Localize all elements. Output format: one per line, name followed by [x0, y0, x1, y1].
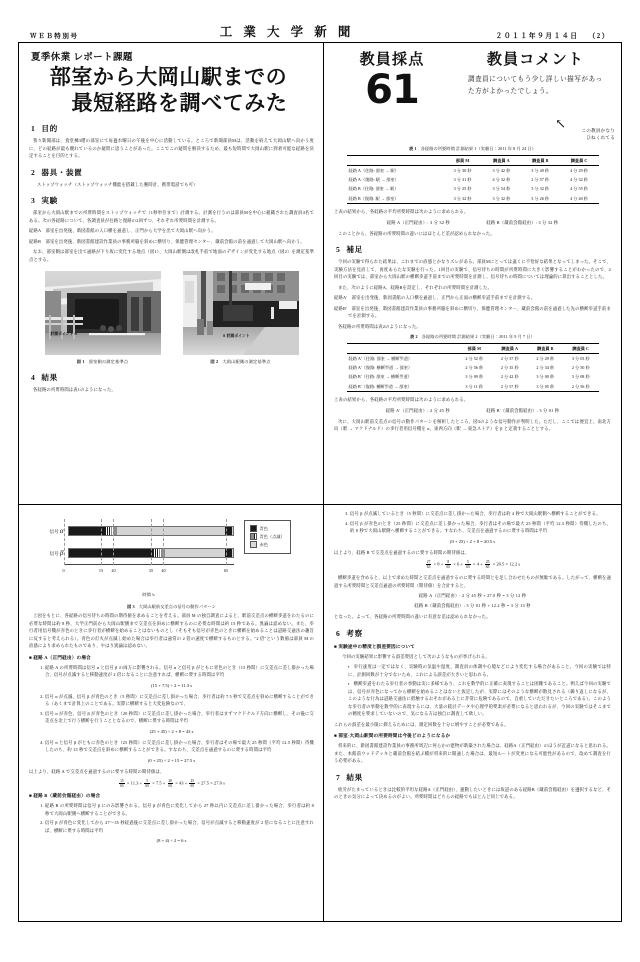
- photo-row: [29, 271, 314, 365]
- table-2-row-3-v2: 3 分 05 秒: [527, 382, 563, 392]
- section-6-heading: [336, 628, 611, 639]
- section-5-paragraph-1: 今回の実験で得られた結果は、これまでの直感とかなりズレがある。部員Mにとっては遠くに不恰好な結果となってしまった。そこで、実験方法を見直して、再度あらたな実験を行った。1回目の実験で、信号待ちの時間が所要時間に大きく影響することがわかったので、2回目の実験では、部室から大岡山駅の横断歩道手前までの所要時間を計測し、信号待ちの時間については理論的に算出することとした。: [334, 259, 611, 280]
- table-2-row-0-label: 経路 A'（往路: 部室 → 横断歩道）: [348, 356, 413, 362]
- photo-1-measurement-marker: 計測ポイント ➡: [50, 332, 78, 337]
- chart-category-label-beta: 信号 β: [49, 549, 64, 557]
- table-1-row-1-v0: 3 分 31 秒: [453, 177, 472, 183]
- table-1-row-0-label: 経路 A（往路: 部室 → 駅）: [348, 167, 399, 173]
- table-row: [347, 185, 599, 194]
- table-2-caption-text: 各経路の所要時間 計測結果 2（実験日：2011 年 9 月 7 日）: [421, 334, 535, 340]
- route-a-total-formula: $\frac{15}{65}$ × 11.3 + $\frac{5}{65}$ × 7.5 + $\frac{20}{65}$ × 43 + $\frac{25}{65}$ × 27.5 = 27.0 s: [120, 779, 225, 789]
- table-1-row-2-label: 経路 B（往路: 部室 → 駅）: [348, 186, 399, 192]
- photo-1-caption-text: 部室側の測定基準点: [88, 359, 129, 365]
- list-item: 3. 信号 β が点滅しているとき（5 秒間）に交差点に差し掛かった場合、歩行者は約 4 秒で大岡山駅側へ横断することができる。: [350, 510, 611, 518]
- legend-item-1: [250, 533, 285, 541]
- table-1: [347, 155, 599, 204]
- route-b-formula-2: (0 + 25) ÷ 2 + 8 = 20.5 s: [450, 538, 495, 544]
- table-1-averages: [334, 220, 611, 226]
- section-3-route-a: 経路A 部室を出発後、新図書館の入口横を通過し、正門から大学を出て大岡山駅へ向かう。: [29, 228, 216, 234]
- table-1-row-1-v2: 2 分 57 秒: [531, 177, 550, 183]
- frac-b-3: $\frac{25}{65}$: [485, 560, 490, 570]
- table-2-col-0: [347, 344, 457, 354]
- final-result-b: [334, 603, 611, 609]
- table-2-col-3: 調査員 B: [527, 344, 563, 354]
- table-2-row-0-v1: 2 分 37 秒: [500, 356, 519, 362]
- section-1-title: 目的: [41, 124, 58, 134]
- chart-seg-alpha-blue: [69, 527, 105, 535]
- frac-b-1: $\frac{8}{65}$: [446, 560, 451, 570]
- table-1-row-2-v2: 3 分 32 秒: [531, 186, 550, 192]
- table-2-avg-a-label: 経路 A'（正門経由）:: [385, 407, 429, 413]
- table-1-caption-text: 各経路の所要時間 計測結果 1（実験日：2011 年 8 月 24 日）: [420, 146, 537, 152]
- table-1-avg-a-value: 3 分 32 秒: [429, 219, 450, 225]
- frac-a-1: $\frac{5}{65}$: [145, 779, 149, 789]
- table-2-row-1-label: 経路 A'（復路: 横断歩道 → 部室）: [348, 365, 413, 371]
- legend-label-2: 赤色: [259, 541, 268, 547]
- table-1-row-0-v2: 3 分 40 秒: [531, 167, 550, 173]
- table-2-caption: [334, 334, 611, 340]
- legend-swatch-blue-icon: [250, 525, 257, 532]
- chart-bar-row-beta: [38, 542, 234, 564]
- section-6-number: 6: [336, 628, 341, 638]
- section-3-number: 3: [31, 196, 36, 206]
- masthead-date-page: [496, 30, 610, 40]
- photo-2-graphic: [183, 271, 299, 355]
- legend-item-2: [250, 541, 285, 549]
- frame-bottom: [19, 505, 621, 921]
- section-3-heading: [31, 195, 314, 206]
- top-left-column: [19, 43, 324, 504]
- headline-line-2: 最短経路を調べてみた: [71, 90, 288, 115]
- section-5-heading: [336, 244, 611, 255]
- list-item: 2. 信号 β が青色に変化してから 27〜35 秒経過後に交差点に差し掛かった場合、信号が点滅すると移動速度が 2 倍になることに注意すれば、横断に要する時間は平均: [45, 819, 314, 834]
- table-2-row-2-v2: 3 分 00 秒: [536, 374, 555, 380]
- section-5-route-b2: 経路B' 部室を出発後、新図書館建設作業員の事務所脇を斜めに横切り、保健管理センター、蔵前会館の前を通過した先の横断歩道手前までを計測する。: [334, 305, 611, 319]
- table-2-row-1-v1: 2 分 35 秒: [500, 365, 519, 371]
- table-row: [347, 176, 599, 185]
- chart-figure-title: 大岡山駅前交差点の信号の動作パターン: [138, 604, 216, 609]
- table-1-row-2-v3: 4 分 55 秒: [570, 186, 588, 192]
- final-b-value: 3 分 01 秒 + 12.2 秒 = 3 分 13 秒: [466, 603, 531, 609]
- table-row: [347, 364, 599, 373]
- table-2-row-0-v3: 3 分 03 秒: [571, 356, 590, 362]
- table-2-avg-a-value: 2 分 45 秒: [429, 407, 450, 413]
- table-1-avg-a-label: 経路 A（正門経由）:: [386, 219, 429, 225]
- table-2-row-2-v0: 3 分 09 秒: [465, 374, 484, 380]
- chart-seg-alpha-blink: [105, 527, 117, 535]
- section-5-number: 5: [336, 245, 341, 255]
- table-1-row-1-v3: 4 分 32 秒: [570, 177, 588, 183]
- table-1-col-3: 調査員 B: [521, 156, 560, 166]
- section-6-subheading-2: ■ 部室-大岡山駅間の所要時間は今後どのようになるか: [334, 733, 611, 739]
- table-2-caption-label: 表 2: [410, 334, 418, 340]
- photo-2-caption: [183, 359, 299, 365]
- section-3-note: なお、部室側は部室を出て通路が下り坂に変化する地点（図1）、大岡山駅側は改札手前で地面のデザインが変化する地点（図2）を測定基準点とする。: [29, 249, 314, 262]
- photo-1-caption: [45, 359, 161, 365]
- table-1-avg-b-value: 3 分 32 秒: [538, 219, 559, 225]
- list-item: 2. 信号 α が点滅、信号 β が青色のとき（5 秒間）に交差点に差し掛かった場合、歩行者は約 7.5 秒で交差点を斜めに横断することができる（あくまで計算上のことである。実際に横断すると大変危険なので、: [45, 693, 314, 708]
- section-5-title: 補足: [346, 245, 363, 255]
- route-b-total-formula: $\frac{27}{65}$ × 8 + $\frac{8}{65}$ × 6 + $\frac{5}{65}$ × 4 + $\frac{25}{65}$ × 20.5 = 12.2 s: [426, 560, 521, 570]
- table-2-row-2-v1: 2 分 42 秒: [500, 374, 519, 380]
- section-6-paragraph-2: これらの誤差を最小限に抑えるためには、測定回数を十分に増やすことが必要である。: [334, 721, 509, 727]
- route-a-analysis-heading: ■ 経路 A（正門経由）の場合: [29, 655, 314, 661]
- table-1-col-2: 調査員 A: [482, 156, 521, 166]
- legend-label-0: 青色: [259, 526, 268, 531]
- final-a-value: 2 分 45 秒 + 27.0 秒 = 3 分 12 秒: [462, 593, 527, 599]
- table-1-row-2-v1: 3 分 54 秒: [492, 186, 511, 192]
- section-3-title: 実験: [41, 196, 58, 206]
- list-item: 1. 経路 A の所要時間は信号 α と信号 β の両方に影響される。信号 α と信号 β がともに青色のとき（15 秒間）に交差点に差し掛かった場合、信号が点滅すると移動速度が 2 倍になることに注意すれば、横断に要する時間は平均: [45, 664, 314, 679]
- masthead-page-number: （2）: [588, 33, 610, 40]
- photo-clubroom-reference-point: [45, 271, 161, 355]
- table-2-header-row: [347, 344, 599, 354]
- table-1-row-3-v2: 3 分 26 秒: [521, 194, 560, 204]
- chart-plot: [38, 520, 234, 598]
- photo-2-measurement-marker: ⬆ 計測ポイント: [222, 334, 250, 339]
- final-b-label: 経路 B（蔵前会館経由）:: [414, 603, 466, 609]
- photo-cell-2: [183, 271, 299, 365]
- legend-swatch-red-icon: [250, 541, 257, 548]
- route-b-analysis-heading: ■ 経路 B（蔵前会館経由）の場合: [29, 793, 314, 799]
- list-item: 4. 信号 β が赤色のとき（25 秒間）に交差点に差し掛かった場合、歩行者はその場で最大 25 秒間（平均 12.5 秒間）待機したのち、約 8 秒で大岡山駅側へ横断することができる。すなわち、交差点を通過するのに要する時間は平均: [350, 520, 611, 535]
- section-6-title: 考察: [346, 628, 363, 638]
- frame-top: [19, 43, 621, 505]
- table-1-col-4: 調査員 C: [560, 156, 599, 166]
- section-4-heading: [31, 372, 314, 383]
- table-2-averages: [334, 408, 611, 414]
- table-2-col-2: 調査員 A: [492, 344, 528, 354]
- table-2-row-2-v3: 3 分 08 秒: [571, 374, 590, 380]
- teacher-comment-body: 調査員についてもう少し詳しい描写があった方がよかったでしょう。: [468, 75, 603, 96]
- table-2: [347, 343, 599, 392]
- section-3-route-b: 経路B 部室を出発後、新図書館建設作業員の事務所脇を斜めに横切り、保健管理センター、蔵前会館の前を通過して大岡山駅へ向かう。: [29, 238, 305, 244]
- route-a-total-text: 以上より、経路 A で交差点を通過するのに要する時間の期待値は、: [29, 768, 165, 774]
- chart-seg-beta-blue: [69, 549, 153, 557]
- table-1-row-1-label: 経路 A（復路: 駅 → 部室）: [348, 177, 399, 183]
- route-a-analysis-list-3: [29, 739, 314, 754]
- section-2-number: 2: [31, 167, 36, 177]
- photo-2-caption-label: 図 2: [210, 359, 219, 365]
- table-1-after-text: 上表の結果から、各経路の平均所要時間は次のように求められる。: [334, 209, 469, 215]
- list-item: 1. 経路 B の所要時間は信号 β にのみ影響される。信号 β が青色に変化してから 27 秒以内に交差点に差し掛かった場合、歩行者は約 8 秒で大岡山駅側へ横断することができる。: [45, 802, 314, 817]
- list-item: 3. 信号 α が赤色、信号 β が青色のとき（20 秒間）に交差点に差し掛かった場合、歩行者はまずマクドナルド方向に横断し、その後に交差点を北上で行う横断を行うこととなるので、横断に要する時間は平均: [45, 710, 314, 725]
- table-2-row-0-v0: 2 分 52 秒: [465, 356, 484, 362]
- teacher-score-title: 教員採点: [359, 50, 425, 68]
- section-6-subheading-1: ■ 実験途中の精度と誤差要因について: [334, 644, 611, 650]
- list-item: 4. 信号 α と信号 β がともに赤色のとき（25 秒間）に交差点に差し掛かった場合、歩行者はその場で最大 25 秒間（平均 12.5 秒間）待機したのち、約 15 秒で交差点を斜めに横断することができる。すなわち、交差点を通過するのに要する時間は平均: [45, 739, 314, 754]
- route-b-formula-1: (8 + 4) ÷ 2 = 6 s: [156, 838, 187, 844]
- newspaper-title: 工 業 大 学 新 聞: [219, 25, 355, 39]
- table-2-row-1-v0: 2 分 56 秒: [465, 365, 484, 371]
- bottom-right-column: [324, 505, 621, 921]
- table-row: [347, 194, 599, 204]
- section-5-route-a2: 経路A' 部室を出発後、新図書館の入口横を通過し、正門から正面の横断歩道手前までを計測する。: [334, 295, 536, 301]
- table-1-row-1-v1: 4 分 32 秒: [492, 177, 511, 183]
- section-6-bullet-list: [334, 663, 611, 718]
- section-1-paragraph: 我々新聞部は、食堂棟3階の部室にて毎週水曜日の午後を中心に活動している。ところで新聞部員Mは、活動を終えて大岡山駅へ向かう度に、どの経路が最も優れているのか疑問に思うことがあった。ここでこの疑問を解決するため、最も短時間で大岡山駅に到着可能な経路を決定することを目的とする。: [29, 138, 314, 159]
- table-2-after-text: 上表の結果から、各経路の平均所要時間は次のように求められる。: [334, 397, 469, 403]
- legend-label-1: 青色（点滅）: [259, 533, 285, 539]
- section-7-paragraph: 疲労がたまっているときは比較的平坦な経路A（正門経由）、運動したいときには坂道のある経路B（蔵前会館経由）を選択するなど、そのときの気分によって決めるのがよい。所要時間はどちらの経路でもほとんど同じである。: [334, 786, 611, 800]
- table-1-row-3-v0: 3 分 32 秒: [443, 194, 482, 204]
- table-1-caption: [334, 146, 611, 152]
- teacher-comment-box: [462, 48, 609, 112]
- teacher-score-box: [336, 48, 448, 112]
- frac-a-3: $\frac{25}{65}$: [190, 779, 195, 789]
- table-2-col-1: 部員 M: [456, 344, 492, 354]
- table-1-caption-label: 表 1: [408, 146, 417, 152]
- table-1-row-2-v0: 3 分 25 秒: [453, 186, 472, 192]
- teacher-comment-title: 教員コメント: [486, 50, 585, 68]
- table-2-row-3-v1: 2 分 57 秒: [492, 382, 528, 392]
- chart-legend: [244, 520, 291, 554]
- handwritten-arrow-icon: ↖: [555, 116, 566, 131]
- section-2-heading: [31, 167, 314, 178]
- headline-line-1: 部室から大岡山駅までの: [49, 65, 288, 89]
- legend-item-0: [250, 525, 285, 533]
- table-2-row-1-v3: 2 分 50 秒: [571, 365, 590, 371]
- handwritten-annotation: [581, 129, 615, 143]
- section-1-heading: [31, 123, 314, 134]
- masthead-date: ２０１１年９月１４日: [495, 33, 579, 40]
- table-2-row-1-v2: 2 分 34 秒: [536, 365, 555, 371]
- table-2-next-text: 次に、大岡山駅前交差点の信号の動作パターンを解析したところ、図3のような信号動作が判明した。ただし、ここでは便宜上、南北方向（駅 → マクドナルド）の歩行者用信号機を α、東西方向（駅 → 東急ストア）を β と定義することとする。: [334, 418, 611, 432]
- section-6-paragraph-3: 将来的に、新図書館建設作業員の事務所周辺に何らかの建物が新築された場合は、経路A（正門経由）のほうが近道になると思われる。また、本館前ウッドデッキと蔵前会館を結ぶ橋が将来的に開通した場合は、最短ルートが変更になる可能性があるので、改めて調査を行う必要がある。: [334, 743, 611, 764]
- table-1-row-0-v0: 3 分 30 秒: [453, 167, 472, 173]
- table-2-row-3-v3: 2 分 56 秒: [563, 382, 599, 392]
- section-2-equipment: ストップウォッチ（ストップウォッチ機能を搭載した腕時計、携帯電話でも可）: [37, 181, 198, 187]
- photo-cell-1: [45, 271, 161, 365]
- table-1-conclusion: このことから、各経路の所要時間の違いにはほとんど差が認められなかった。: [338, 230, 495, 236]
- teacher-score-value: 61: [365, 67, 419, 113]
- table-1-avg-b-label: 経路 B（蔵前会館経由）:: [486, 219, 538, 225]
- photo-1-caption-label: 図 1: [76, 359, 85, 365]
- signal-timing-chart: [38, 520, 306, 610]
- article-headline: [29, 65, 314, 116]
- chart-x-axis: 0 15 20 35 40 65: [64, 564, 234, 581]
- list-item: ▪ 歩行速度は一定ではなく、実験時の気温や湿度、調査員の体調や心境などにより変化する場合があること。今回の実験では特に、計測回数が十分でないため、これによる誤差が大きいと思われる。: [348, 663, 611, 678]
- photo-1-graphic: [45, 271, 161, 355]
- list-item: ▪ 横断歩道をわたる歩行者の挙動は実に多様であり、これを数学的に正確に表現することは困難であること。例えば今回の実験では、信号が赤色になってから横断を始めることはないと仮定したが、実際にはそのような横断が散見される（繰り返しになるが、このような行為は道路交通法に抵触するおそれがある上に非常に危険であるので、自重していただきたいところである）。このような歩行者の挙動を数学的に表現するには、大量の統計データや心理学的要素が必要になると思われるが、今回の実験ではそこまでの精度を要求していないので、気になる方は独自に調査して欲しい。: [348, 680, 611, 718]
- table-1-row-3-v1: 3 分 32 秒: [482, 194, 521, 204]
- photo-2-caption-text: 大岡山駅側の測定基準点: [222, 359, 271, 365]
- section-2-title: 器具・装置: [41, 167, 83, 177]
- section-6-paragraph-1: 今回の実験結果に影響する誤差要因として次のようなものが挙げられる。: [342, 653, 490, 659]
- chart-figure-label: 図 3: [127, 604, 135, 609]
- frac-a-2: $\frac{20}{65}$: [168, 779, 173, 789]
- route-b-total-text: 以上より、経路 B で交差点を通過するのに要する時間の期待値は、: [334, 549, 470, 555]
- route-a-formula-1: (15 + 7.5) ÷ 2 = 11.3 s: [150, 682, 193, 688]
- route-b-analysis-list: [29, 802, 314, 834]
- table-1-header-row: [347, 156, 599, 166]
- chart-figure-caption: [38, 604, 306, 610]
- table-row: [347, 382, 599, 392]
- table-row: [347, 354, 599, 364]
- analysis-intro: 上図をもとに、各経路の信号待ちの時間の期待値を求めることを考える。部員 M の独自調査によると、駅前交差点の横断歩道をわたるのに必要な時間は約 8 秒、大学正門前から大岡山駅側まで交差点を斜めに横断するのに必要な時間は約 15 秒である。異論は認めない。また、歩行者用信号機が赤色のときに歩行者が横断を始めることはないものとし（そもそも信号が赤色のときに横断を始めることは道路交通法の趣旨に反すると考えられる）。青色の灯火が点滅し始めた場合は歩行者は通常の 2 倍の速度で横断するものとする。"2 倍"という数値は部員 M の直感により求められたものであり、やはり異論は認めない。: [29, 613, 314, 649]
- table-row: [347, 166, 599, 176]
- route-a-formula-2: (25 + 45) ÷ 2 + 8 = 43 s: [149, 728, 194, 734]
- route-a-analysis-list-2: [29, 693, 314, 725]
- route-a-formula-3: (0 + 25) ÷ 2 + 15 = 27.5 s: [147, 757, 196, 763]
- photo-station-reference-point: [183, 271, 299, 355]
- table-1-row-0-v3: 4 分 29 秒: [570, 167, 588, 173]
- table-2-row-0-v2: 2 分 29 秒: [536, 356, 555, 362]
- table-1-col-1: 部員 M: [443, 156, 482, 166]
- frac-b-2: $\frac{5}{65}$: [466, 560, 470, 570]
- section-5-paragraph-3: 各経路の所要時間は表2のようになった。: [338, 323, 421, 329]
- table-1-row-0-v1: 3 分 42 秒: [492, 167, 511, 173]
- table-2-row-2-label: 経路 B'（往路: 部室 → 横断歩道）: [348, 374, 412, 380]
- chart-area: [38, 520, 306, 598]
- article-frame: [18, 42, 622, 922]
- final-a-label: 経路 A（正門経由）:: [418, 593, 461, 599]
- masthead-edition: ＷＥＢ特別号: [30, 33, 79, 40]
- section-1-number: 1: [31, 124, 36, 134]
- section-4-title: 結果: [41, 373, 58, 383]
- table-1-row-3-label: 経路 B（復路: 駅 → 部室）: [347, 194, 444, 204]
- section-5-paragraph-2: また、次のように経路A、経路Bを設定し、それぞれの所要時間を計測した。: [338, 284, 493, 290]
- legend-swatch-blink-icon: [250, 533, 257, 540]
- annotation-line-2: ひねくれてる: [586, 135, 615, 141]
- table-row: [347, 373, 599, 382]
- final-result-a: [334, 593, 611, 599]
- chart-x-axis-label: 時間 /s: [142, 592, 155, 597]
- annotation-line-1: この教員かなり: [581, 129, 615, 134]
- table-2-row-3-v0: 3 分 11 秒: [456, 382, 492, 392]
- section-3-paragraph: 部室から大岡山駅までの所要時間をストップウォッチで（1秒単位まで）計測する。計測を行うのは部員Mを中心に組織された調査員4名である。次の各経路について、各調査員が往路と復路の2回ずつ、それぞれ所要時間を計測する。: [29, 210, 314, 223]
- section-4-number: 4: [31, 373, 36, 383]
- section-4-paragraph: 各経路の所要時間は表1のようになった。: [33, 387, 116, 393]
- masthead: [18, 22, 622, 42]
- score-comment-row: [334, 48, 611, 112]
- table-1-row-3-v3: 4 分 40 秒: [560, 194, 599, 204]
- chart-bar-row-alpha: [38, 520, 234, 542]
- frac-b-0: $\frac{27}{65}$: [426, 560, 431, 570]
- section-7-number: 7: [336, 772, 341, 782]
- chart-category-label-alpha: 信号 α: [49, 527, 64, 535]
- analysis-final-note: となった。よって、各経路の所要時間の違いに有意な差は認められなかった。: [334, 614, 491, 620]
- analysis-final-text: 横断歩道を含めると、以上で求めた時間と交差点を通過するのに要する時間とを足し合わせたものが無駄である。したがって、横断を通過する所要時間と交差点通過の所要時間（期待値）を合計すると、: [334, 575, 611, 588]
- table-2-col-4: 調査員 C: [563, 344, 599, 354]
- table-2-avg-b-value: 3 分 01 秒: [539, 407, 560, 413]
- table-2-row-3-label: 経路 B'（復路: 横断歩道 → 部室）: [347, 382, 457, 392]
- top-right-column: [324, 43, 621, 504]
- section-7-title: 結果: [346, 772, 363, 782]
- frac-a-0: $\frac{15}{65}$: [120, 779, 124, 789]
- route-b-analysis-list-cont: [334, 510, 611, 535]
- article-kicker: 夏季休業 レポート課題: [31, 53, 133, 63]
- table-2-avg-b-label: 経路 B'（蔵前会館経由）:: [486, 407, 539, 413]
- bottom-left-column: [19, 505, 324, 921]
- route-a-analysis-list: [29, 664, 314, 679]
- table-1-col-0: [347, 156, 444, 166]
- section-7-heading: [336, 772, 611, 783]
